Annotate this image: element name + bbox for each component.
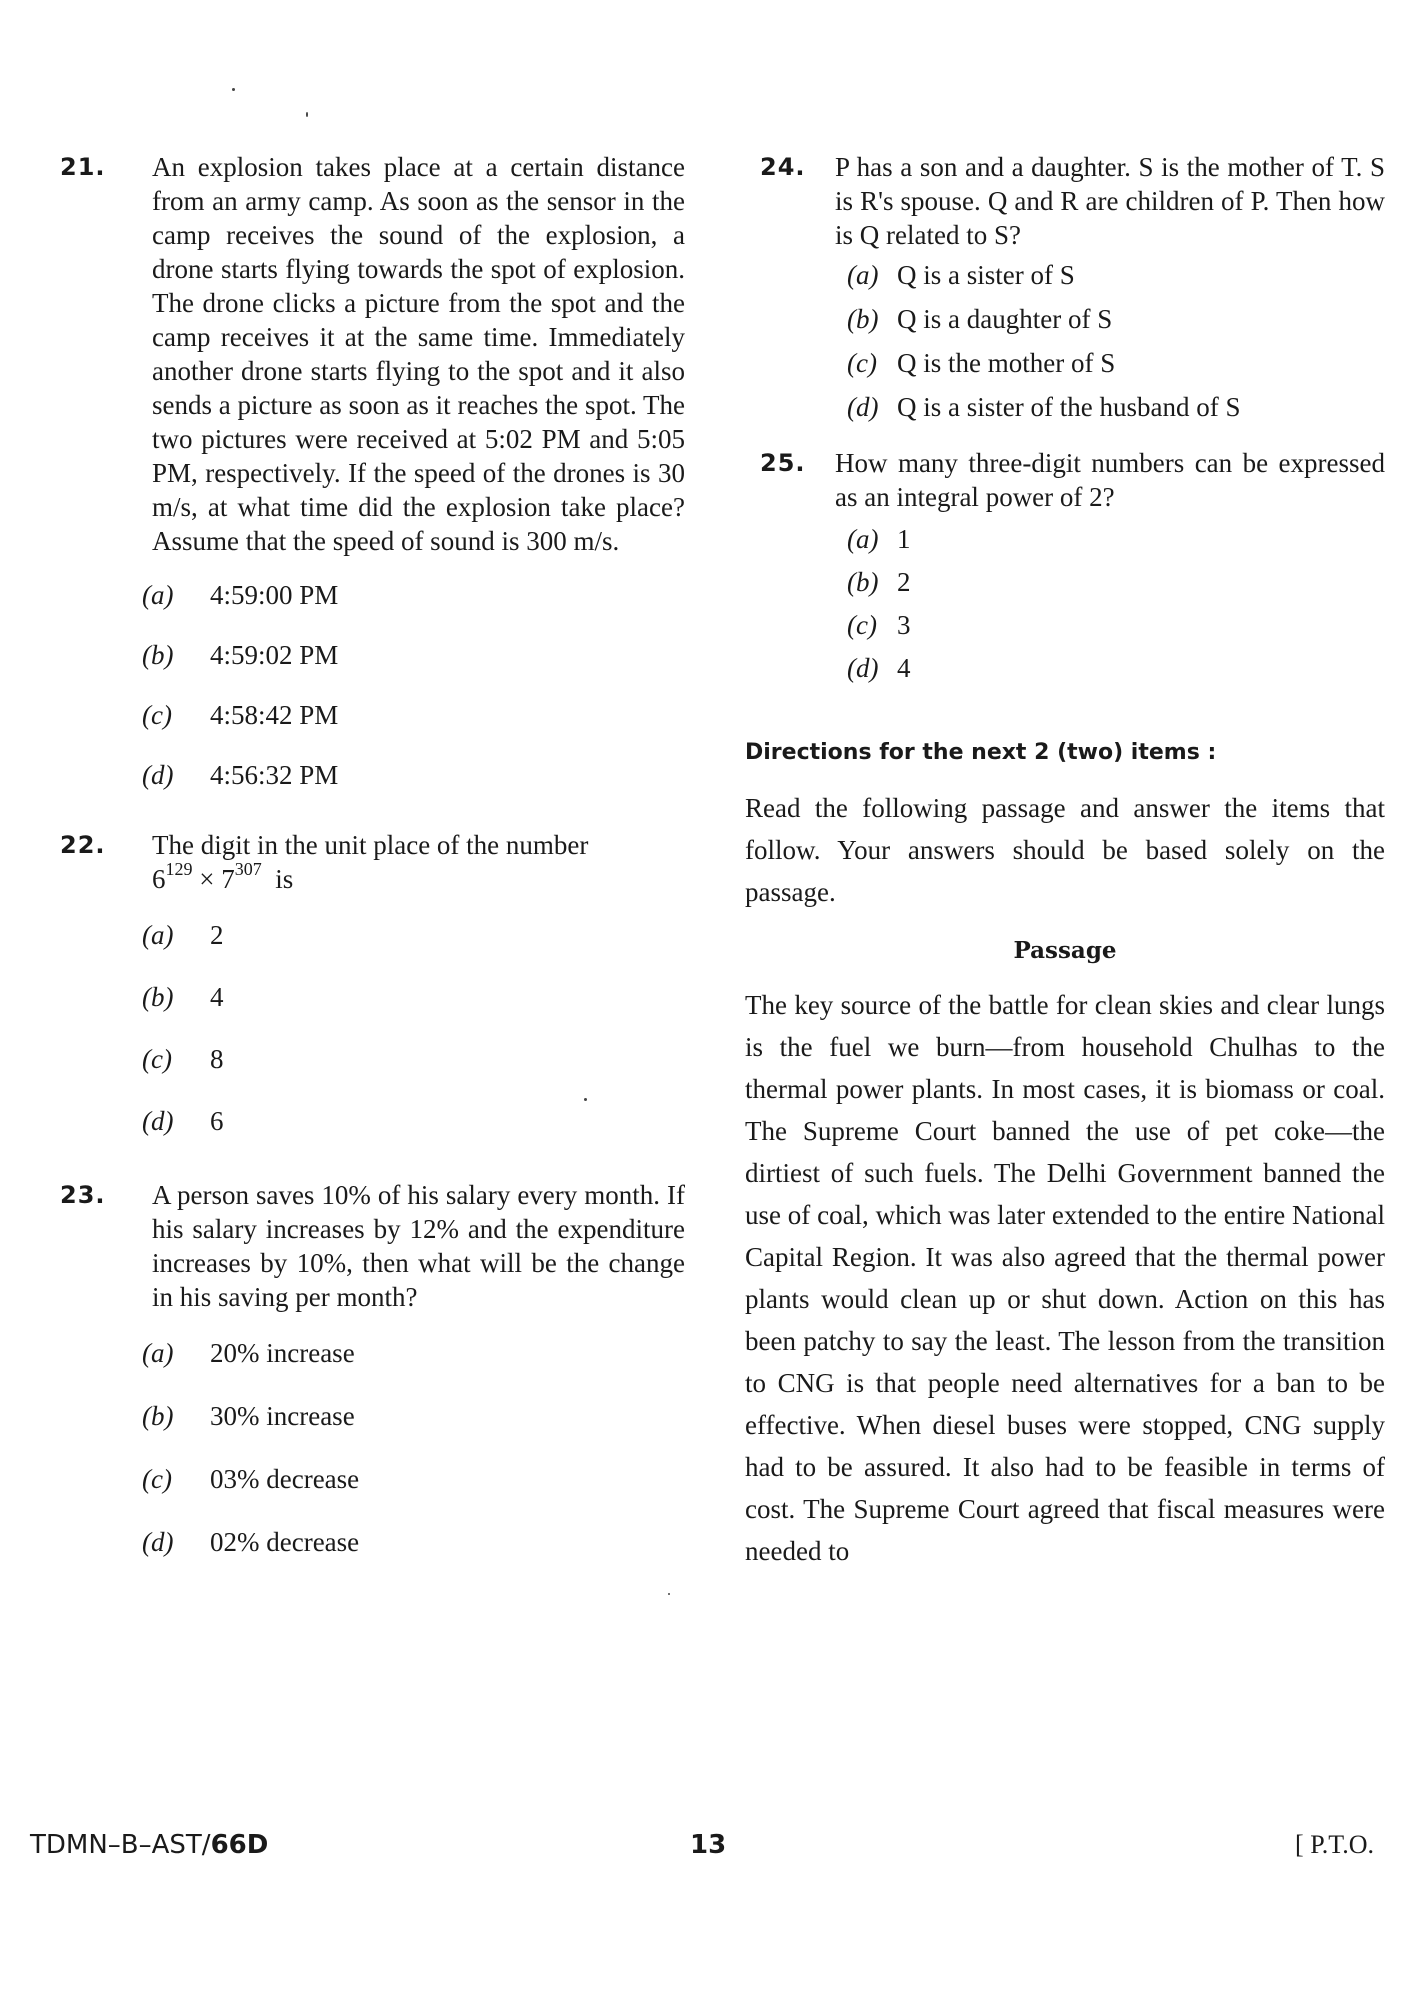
right-column bbox=[745, 150, 1385, 1572]
option-a: (a) 2 bbox=[142, 920, 224, 950]
option-a: (a) 20% increase bbox=[142, 1338, 355, 1368]
option-b: (b) 30% increase bbox=[142, 1401, 355, 1431]
options-23 bbox=[60, 1336, 685, 1588]
directions-heading: Directions for the next 2 (two) items : bbox=[745, 740, 1217, 765]
question-number: 22. bbox=[60, 831, 106, 859]
option-a: (a) 4:59:00 PM bbox=[142, 580, 339, 610]
option-c: (c) 03% decrease bbox=[142, 1464, 360, 1494]
option-b: (b) 4 bbox=[142, 982, 224, 1012]
question-21 bbox=[60, 150, 685, 558]
option-b: (b) Q is a daughter of S bbox=[847, 304, 1113, 334]
question-number: 25. bbox=[760, 449, 806, 477]
options-25 bbox=[745, 522, 1385, 694]
question-text: How many three-digit numbers can be expressed as an integral power of 2? bbox=[835, 448, 1385, 512]
passage-title: Passage bbox=[1013, 937, 1117, 964]
question-25 bbox=[745, 446, 1385, 514]
question-number: 23. bbox=[60, 1181, 106, 1209]
question-24 bbox=[745, 150, 1385, 252]
option-d: (d) 02% decrease bbox=[142, 1527, 360, 1557]
scan-speck bbox=[232, 88, 235, 91]
option-c: (c) 4:58:42 PM bbox=[142, 700, 339, 730]
scan-speck bbox=[584, 1098, 587, 1101]
option-a: (a) Q is a sister of S bbox=[847, 260, 1075, 290]
question-22 bbox=[60, 828, 685, 896]
question-text: A person saves 10% of his salary every month. If his salary increases by 12% and the expenditure increases by 10%, then what will be the change in his saving per month? bbox=[152, 1180, 685, 1312]
page-number: 13 bbox=[690, 1830, 727, 1860]
question-number: 24. bbox=[760, 153, 806, 181]
left-column bbox=[60, 150, 685, 1588]
options-21 bbox=[60, 578, 685, 818]
directions-text: Read the following passage and answer the items that follow. Your answers should be based solely on the passage. bbox=[745, 793, 1385, 907]
option-b: (b) 4:59:02 PM bbox=[142, 640, 339, 670]
option-d: (d) Q is a sister of the husband of S bbox=[847, 392, 1241, 422]
question-number: 21. bbox=[60, 153, 106, 181]
option-c: (c) 3 bbox=[847, 610, 911, 640]
option-b: (b) 2 bbox=[847, 567, 911, 597]
pto-marker: [ P.T.O. bbox=[1295, 1830, 1374, 1859]
option-d: (d) 4:56:32 PM bbox=[142, 760, 339, 790]
option-d: (d) 6 bbox=[142, 1106, 224, 1136]
question-text: P has a son and a daughter. S is the mother of T. S is R's spouse. Q and R are children of P. Then how is Q related to S? bbox=[835, 152, 1385, 250]
option-c: (c) Q is the mother of S bbox=[847, 348, 1116, 378]
question-text: The digit in the unit place of the number $6^{129} \times 7^{307}$ is bbox=[152, 830, 589, 894]
option-c: (c) 8 bbox=[142, 1044, 224, 1074]
scan-speck bbox=[306, 112, 308, 117]
question-text: An explosion takes place at a certain distance from an army camp. As soon as the sensor in the camp receives the sound of the explosion, a drone starts flying towards the spot of explosion. The drone clicks a picture from the spot and the camp receives it at the same time. Immediately another drone starts flying to the spot and it also sends a picture as soon as it reaches the spot. The two pictures were received at 5:02 PM and 5:05 PM, respectively. If the speed of the drones is 30 m/s, at what time did the explosion take place? Assume that the speed of sound is 300 m/s. bbox=[152, 152, 685, 556]
paper-code: TDMN–B–AST/66D bbox=[30, 1830, 269, 1860]
scan-speck bbox=[668, 1593, 670, 1595]
question-23 bbox=[60, 1178, 685, 1314]
option-a: (a) 1 bbox=[847, 524, 911, 554]
options-22 bbox=[60, 918, 685, 1166]
options-24 bbox=[745, 258, 1385, 434]
passage-text: The key source of the battle for clean skies and clear lungs is the fuel we burn—from household Chulhas to the thermal power plants. In most cases, it is biomass or coal. The Supreme Court banned the use of pet coke—the dirtiest of such fuels. The Delhi Government banned the use of coal, which was later extended to the entire National Capital Region. It was also agreed that the thermal power plants would clean up or shut down. Action on this has been patchy to say the least. The lesson from the transition to CNG is that people need alternatives for a ban to be effective. When diesel buses were stopped, CNG supply had to be assured. It also had to be feasible in terms of cost. The Supreme Court agreed that fiscal measures were needed to bbox=[745, 990, 1385, 1566]
option-d: (d) 4 bbox=[847, 653, 911, 683]
